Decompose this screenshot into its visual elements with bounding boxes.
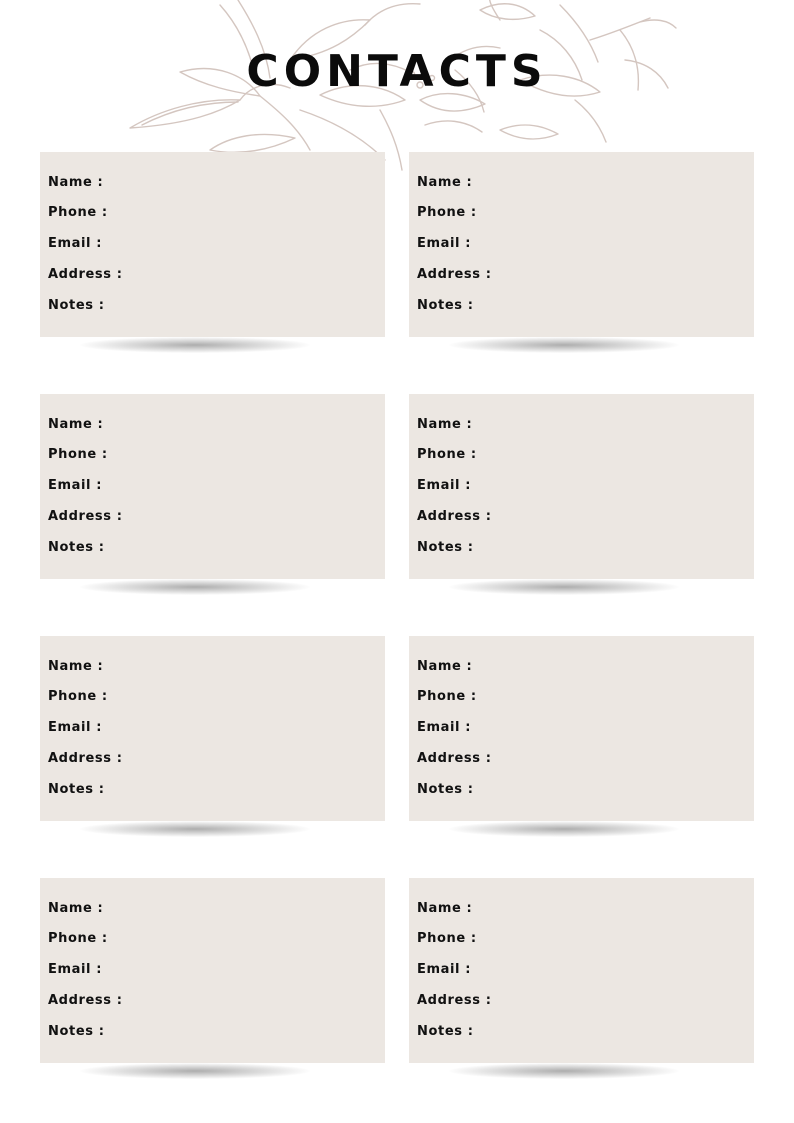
card-shadow <box>80 821 310 837</box>
phone-label: Phone : <box>48 205 108 220</box>
contact-card <box>40 152 385 337</box>
address-label: Address : <box>417 751 492 766</box>
address-label: Address : <box>417 267 492 282</box>
name-label: Name : <box>48 901 104 916</box>
notes-label: Notes : <box>417 1024 474 1039</box>
contact-card <box>409 878 754 1063</box>
contact-card <box>409 152 754 337</box>
contact-card <box>409 636 754 821</box>
contact-card <box>409 394 754 579</box>
email-label: Email : <box>417 478 472 493</box>
name-label: Name : <box>48 659 104 674</box>
address-label: Address : <box>48 509 123 524</box>
card-shadow <box>80 1063 310 1079</box>
email-label: Email : <box>48 962 103 977</box>
phone-label: Phone : <box>48 931 108 946</box>
notes-label: Notes : <box>48 782 105 797</box>
name-label: Name : <box>48 417 104 432</box>
phone-label: Phone : <box>417 447 477 462</box>
name-label: Name : <box>417 175 473 190</box>
card-shadow <box>80 579 310 595</box>
notes-label: Notes : <box>417 540 474 555</box>
contact-card <box>40 636 385 821</box>
phone-label: Phone : <box>417 689 477 704</box>
address-label: Address : <box>48 993 123 1008</box>
address-label: Address : <box>417 509 492 524</box>
email-label: Email : <box>417 720 472 735</box>
address-label: Address : <box>48 751 123 766</box>
email-label: Email : <box>48 478 103 493</box>
email-label: Email : <box>417 962 472 977</box>
card-shadow <box>449 1063 679 1079</box>
address-label: Address : <box>48 267 123 282</box>
notes-label: Notes : <box>48 540 105 555</box>
email-label: Email : <box>48 720 103 735</box>
name-label: Name : <box>48 175 104 190</box>
notes-label: Notes : <box>417 782 474 797</box>
email-label: Email : <box>48 236 103 251</box>
notes-label: Notes : <box>48 298 105 313</box>
card-shadow <box>80 337 310 353</box>
phone-label: Phone : <box>48 447 108 462</box>
address-label: Address : <box>417 993 492 1008</box>
name-label: Name : <box>417 417 473 432</box>
email-label: Email : <box>417 236 472 251</box>
phone-label: Phone : <box>417 205 477 220</box>
name-label: Name : <box>417 659 473 674</box>
card-shadow <box>449 821 679 837</box>
notes-label: Notes : <box>48 1024 105 1039</box>
phone-label: Phone : <box>417 931 477 946</box>
contact-card <box>40 878 385 1063</box>
notes-label: Notes : <box>417 298 474 313</box>
card-shadow <box>449 337 679 353</box>
page-title: CONTACTS <box>246 46 548 97</box>
phone-label: Phone : <box>48 689 108 704</box>
card-shadow <box>449 579 679 595</box>
contact-card <box>40 394 385 579</box>
name-label: Name : <box>417 901 473 916</box>
